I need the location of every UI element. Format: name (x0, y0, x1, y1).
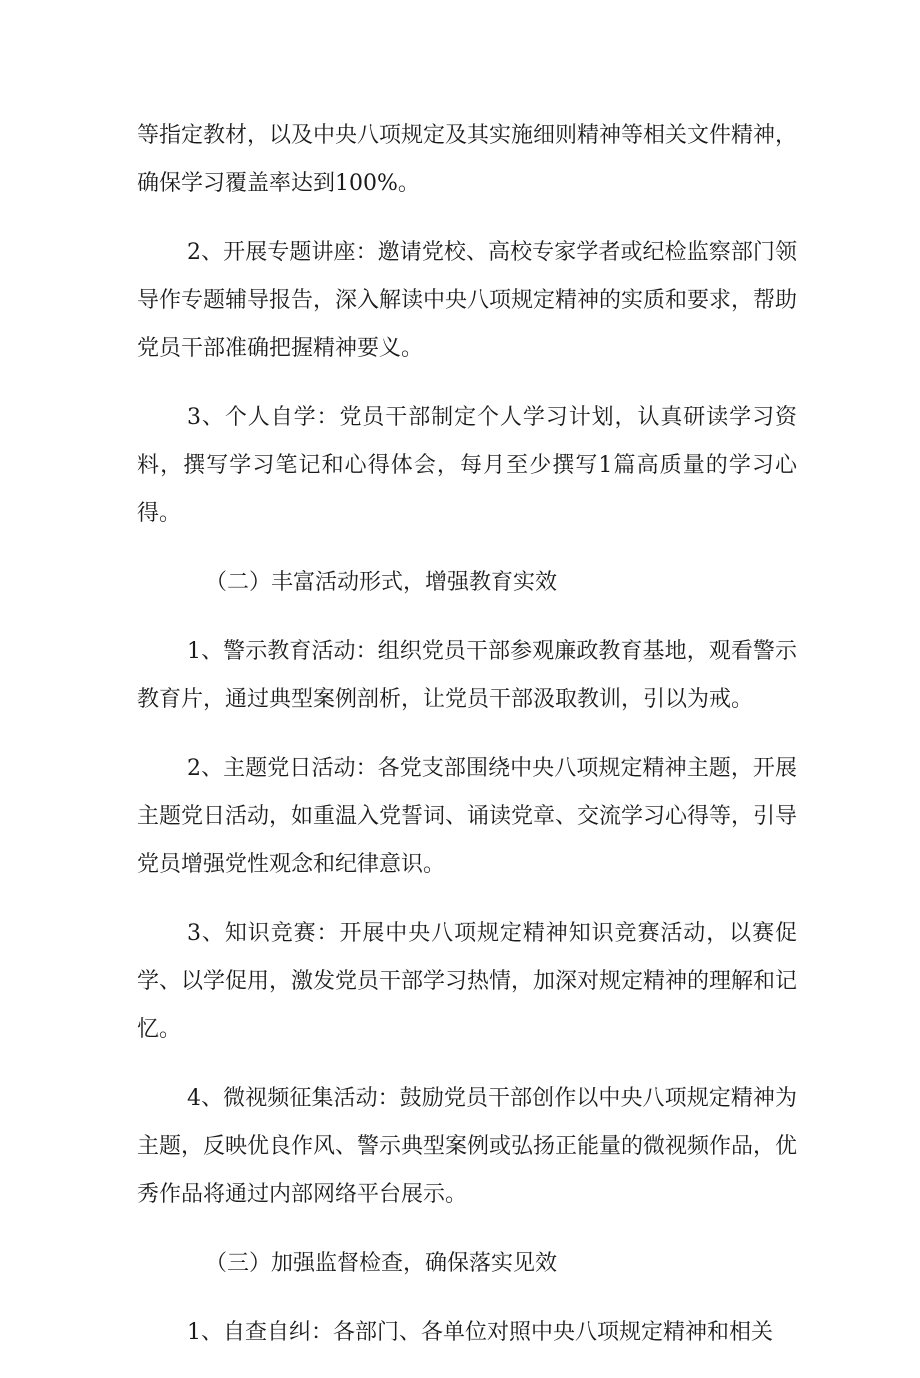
document-body (137, 112, 797, 1378)
paragraph-item-self-study: 3、个人自学：党员干部制定个人学习计划，认真研读学习资料，撰写学习笔记和心得体会，每月至少撰写1篇高质量的学习心得。 (137, 405, 797, 526)
section-heading-3: （三）加强监督检查，确保落实见效 (205, 1251, 558, 1276)
section-heading-2: （二）丰富活动形式，增强教育实效 (205, 570, 558, 595)
paragraph-item-micro-video: 4、微视频征集活动：鼓励党员干部创作以中央八项规定精神为主题，反映优良作风、警示典型案例或弘扬正能量的微视频作品，优秀作品将通过内部网络平台展示。 (137, 1086, 798, 1207)
paragraph-item-party-day: 2、主题党日活动：各党支部围绕中央八项规定精神主题，开展主题党日活动，如重温入党誓词、诵读党章、交流学习心得等，引导党员增强党性观念和纪律意识。 (137, 756, 798, 877)
paragraph-item-lecture: 2、开展专题讲座：邀请党校、高校专家学者或纪检监察部门领导作专题辅导报告，深入解读中央八项规定精神的实质和要求，帮助党员干部准确把握精神要义。 (137, 240, 798, 361)
paragraph-item-self-check: 1、自查自纠：各部门、各单位对照中央八项规定精神和相关 (187, 1320, 773, 1345)
paragraph-continuation: 等指定教材，以及中央八项规定及其实施细则精神等相关文件精神，确保学习覆盖率达到100%。 (137, 123, 798, 196)
paragraph-item-quiz: 3、知识竞赛：开展中央八项规定精神知识竞赛活动，以赛促学、以学促用，激发党员干部学习热情，加深对规定精神的理解和记忆。 (137, 921, 798, 1042)
paragraph-item-warning-education: 1、警示教育活动：组织党员干部参观廉政教育基地，观看警示教育片，通过典型案例剖析，让党员干部汲取教训，引以为戒。 (137, 639, 797, 712)
